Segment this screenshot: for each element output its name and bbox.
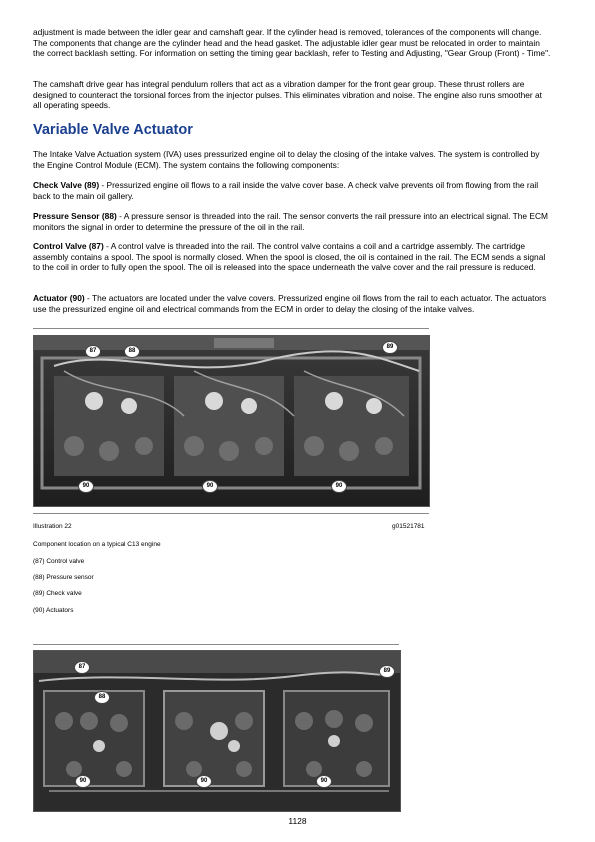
callout-89: 89: [379, 665, 395, 678]
callout-90: 90: [196, 775, 212, 788]
engine-photo-graphic: [34, 651, 400, 811]
component-control-valve: [33, 241, 551, 273]
component-description: - Pressurized engine oil flows to a rail inside the valve cover base. A check valve prevents oil from flowing from the rail back to the main oil gallery.: [33, 180, 539, 201]
component-description: - A control valve is threaded into the rail. The control valve contains a coil and a cartridge assembly. The cartridge assembly contains a spool. The spool is normally closed. When the spool is closed, the oil is contained in the rail. The ECM sends a signal to the coil in order to fully open the spool. The oil is released into the space underneath the valve cover and the rail pressure is reduced.: [33, 241, 546, 273]
callout-89: 89: [382, 341, 398, 354]
legend-item: (87) Control valve: [33, 558, 85, 565]
callout-90: 90: [202, 480, 218, 493]
engine-photo-components: [33, 650, 401, 812]
callout-87: 87: [85, 345, 101, 358]
component-description: - A pressure sensor is threaded into the rail. The sensor converts the rail pressure into an electrical signal. The ECM monitors the signal in order to determine the pressure of the oil in the rail.: [33, 211, 549, 232]
engine-photo-top-view: [33, 335, 430, 507]
callout-90: 90: [316, 775, 332, 788]
figure-top-divider: [33, 328, 429, 329]
callout-90: 90: [75, 775, 91, 788]
component-term: Check Valve (89): [33, 180, 100, 190]
graphic-id: g01521781: [392, 523, 425, 530]
component-term: Actuator (90): [33, 293, 85, 303]
illustration-label: Illustration 22: [33, 523, 72, 530]
section-title: Variable Valve Actuator: [33, 122, 193, 138]
intro-paragraph-1: adjustment is made between the idler gear and camshaft gear. If the cylinder head is removed, tolerances of the components will change. The components that change are the cylinder head and the head gasket. The adjustable idler gear must be relocated in order to maintain the correct backlash setting. For information on setting the timing gear backlash, refer to Testing and Adjusting, "Gear Group (Front) - Time".: [33, 27, 551, 59]
engine-photo-graphic: [34, 336, 429, 506]
component-pressure-sensor: [33, 211, 551, 232]
component-term: Control Valve (87): [33, 241, 104, 251]
figure-caption: Component location on a typical C13 engine: [33, 541, 161, 548]
figure2-top-divider: [33, 644, 399, 645]
legend-item: (90) Actuators: [33, 607, 74, 614]
component-term: Pressure Sensor (88): [33, 211, 117, 221]
component-check-valve: [33, 180, 551, 201]
page-number: 1128: [288, 816, 307, 826]
callout-87: 87: [74, 661, 90, 674]
component-actuator: [33, 293, 551, 314]
callout-90: 90: [78, 480, 94, 493]
figure-bottom-divider: [33, 513, 429, 514]
legend-item: (88) Pressure sensor: [33, 574, 94, 581]
section-intro: The Intake Valve Actuation system (IVA) uses pressurized engine oil to delay the closing of the intake valves. The system is controlled by the Engine Control Module (ECM). The system contains the following components:: [33, 149, 540, 170]
callout-88: 88: [94, 691, 110, 704]
legend-item: (89) Check valve: [33, 590, 82, 597]
component-description: - The actuators are located under the valve covers. Pressurized engine oil flows from the rail to each actuator. The actuators use the pressurized engine oil and electrical commands from the ECM in order to delay the closing of the intake valves.: [33, 293, 547, 314]
callout-88: 88: [124, 345, 140, 358]
intro-paragraph-2: The camshaft drive gear has integral pendulum rollers that act as a vibration damper for the front gear group. These thrust rollers are designed to counteract the torsional forces from the injector pulses. This eliminates vibration and noise. The engine also runs smoother at all operating speeds.: [33, 79, 542, 111]
callout-90: 90: [331, 480, 347, 493]
